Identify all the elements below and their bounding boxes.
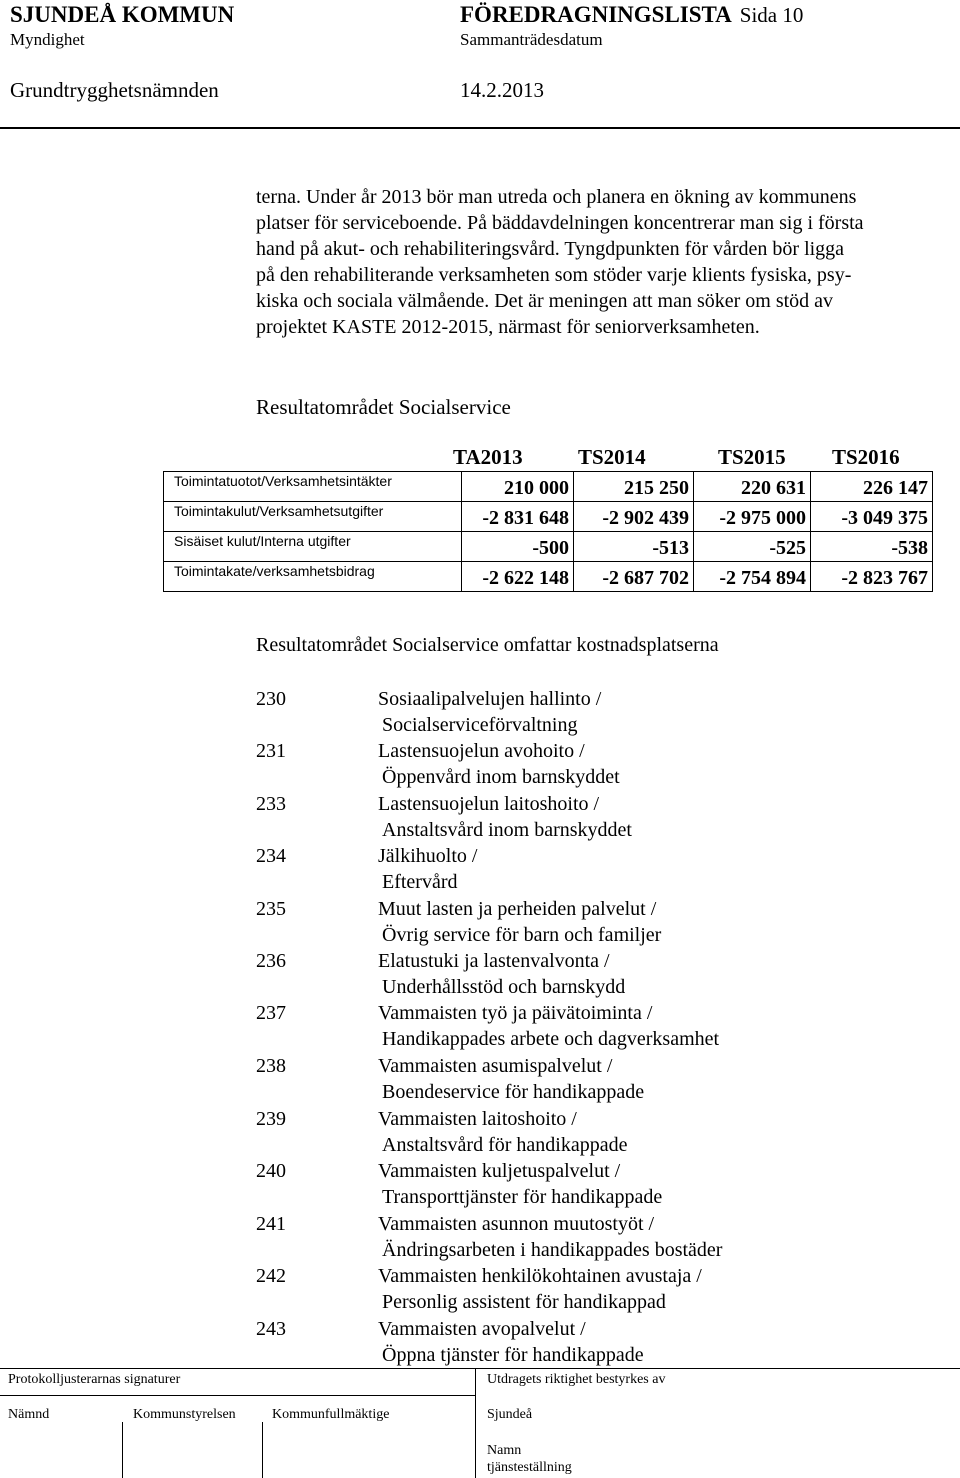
body-paragraph <box>256 184 946 340</box>
cost-centre-name-sv: Ändringsarbeten i handikappades bostäder <box>382 1239 723 1261</box>
table-cell: 210 000 <box>462 472 574 502</box>
table-cell: -513 <box>574 532 694 562</box>
list-item <box>256 1106 856 1158</box>
row-label: Toimintakulut/Verksamhetsutgifter <box>164 502 462 532</box>
table-cell: -2 823 767 <box>811 562 933 592</box>
signature-kommunstyrelsen: Kommunstyrelsen <box>133 1407 236 1422</box>
list-item <box>256 948 856 1000</box>
column-header-ts2015: TS2015 <box>718 445 786 469</box>
cost-centre-name-fi: Elatustuki ja lastenvalvonta / <box>378 950 610 972</box>
list-item <box>256 1053 856 1105</box>
cost-centre-name-fi: Vammaisten henkilökohtainen avustaja / <box>378 1265 702 1287</box>
cost-centre-code: 237 <box>256 1002 286 1024</box>
place-name: Sjundeå <box>487 1407 533 1422</box>
cost-centre-name-sv: Handikappades arbete och dagverksamhet <box>382 1028 720 1050</box>
table-cell: -2 975 000 <box>694 502 811 532</box>
list-item <box>256 1263 856 1315</box>
cost-centre-name-fi: Lastensuojelun avohoito / <box>378 740 585 762</box>
table-cell: -2 831 648 <box>462 502 574 532</box>
table-cell: -2 902 439 <box>574 502 694 532</box>
table-row <box>164 562 933 592</box>
document-title-text: FÖREDRAGNINGSLISTA <box>460 2 732 27</box>
verified-label: Utdragets riktighet bestyrkes av <box>487 1372 666 1387</box>
cost-centre-code: 230 <box>256 688 286 710</box>
cost-centre-name-fi: Vammaisten kuljetuspalvelut / <box>378 1160 621 1182</box>
list-item <box>256 791 856 843</box>
header-divider <box>0 127 960 129</box>
list-item <box>256 1158 856 1210</box>
paragraph-line: terna. Under år 2013 bör man utreda och planera en ökning av kommunens <box>256 186 857 208</box>
cost-centre-name-sv: Personlig assistent för handikappad <box>382 1291 666 1313</box>
row-label: Toimintatuotot/Verksamhetsintäkter <box>164 472 462 502</box>
cost-centre-name-sv: Socialserviceförvaltning <box>382 714 578 736</box>
cost-centre-code: 241 <box>256 1213 286 1235</box>
row-label: Sisäiset kulut/Interna utgifter <box>164 532 462 562</box>
municipality-name: SJUNDEÅ KOMMUN <box>10 2 235 27</box>
list-item <box>256 1211 856 1263</box>
signatures-label: Protokolljusterarnas signaturer <box>8 1372 181 1387</box>
cost-centre-code: 233 <box>256 793 286 815</box>
table-cell: -2 687 702 <box>574 562 694 592</box>
table-cell: -500 <box>462 532 574 562</box>
meeting-date: 14.2.2013 <box>460 78 544 102</box>
cost-centre-name-fi: Lastensuojelun laitoshoito / <box>378 793 600 815</box>
footer-divider <box>262 1422 263 1478</box>
cost-centre-name-sv: Boendeservice för handikappade <box>382 1081 645 1103</box>
paragraph-line: på den rehabiliterande verksamheten som stöder varje klients fysiska, psy- <box>256 264 852 286</box>
signature-kommunfullmäktige: Kommunfullmäktige <box>272 1407 390 1422</box>
cost-centre-code: 234 <box>256 845 286 867</box>
footer-divider <box>475 1368 476 1478</box>
list-item <box>256 1316 856 1368</box>
footer-top-rule <box>0 1368 960 1369</box>
cost-centre-code: 239 <box>256 1108 286 1130</box>
section-heading: Resultatområdet Socialservice <box>256 395 511 419</box>
paragraph-line: platser för serviceboende. På bäddavdelningen koncentrerar man sig i första <box>256 212 864 234</box>
table-cell: -3 049 375 <box>811 502 933 532</box>
list-item <box>256 738 856 790</box>
table-cell: -525 <box>694 532 811 562</box>
cost-centre-name-sv: Anstaltsvård inom barnskyddet <box>382 819 632 841</box>
table-row <box>164 532 933 562</box>
cost-centre-name-sv: Övrig service för barn och familjer <box>382 924 662 946</box>
table-cell: 215 250 <box>574 472 694 502</box>
row-label: Toimintakate/verksamhetsbidrag <box>164 562 462 592</box>
page-number: Sida 10 <box>739 3 804 27</box>
document-title <box>460 2 803 28</box>
table-cell: -538 <box>811 532 933 562</box>
cost-centre-code: 240 <box>256 1160 286 1182</box>
cost-centre-code: 238 <box>256 1055 286 1077</box>
cost-centre-name-fi: Vammaisten asumispalvelut / <box>378 1055 613 1077</box>
table-cell: -2 754 894 <box>694 562 811 592</box>
column-header-ts2016: TS2016 <box>832 445 900 469</box>
cost-centre-name-fi: Sosiaalipalvelujen hallinto / <box>378 688 602 710</box>
cost-centre-name-sv: Underhållsstöd och barnskydd <box>382 976 626 998</box>
column-header-ta2013: TA2013 <box>453 445 523 469</box>
list-item <box>256 896 856 948</box>
column-header-ts2014: TS2014 <box>578 445 646 469</box>
list-item <box>256 843 856 895</box>
footer-signatures-rule <box>0 1395 475 1396</box>
cost-centre-name-fi: Muut lasten ja perheiden palvelut / <box>378 898 657 920</box>
cost-centre-code: 243 <box>256 1318 286 1340</box>
table-cell: 220 631 <box>694 472 811 502</box>
cost-centre-name-fi: Vammaisten laitoshoito / <box>378 1108 577 1130</box>
cost-centres-intro: Resultatområdet Socialservice omfattar kostnadsplatserna <box>256 634 719 656</box>
table-row <box>164 472 933 502</box>
cost-centre-name-sv: Anstaltsvård för handikappade <box>382 1134 628 1156</box>
paragraph-line: hand på akut- och rehabiliteringsvård. Tyngdpunkten för vården bör ligga <box>256 238 845 260</box>
paragraph-line: projektet KASTE 2012-2015, närmast för seniorverksamheten. <box>256 316 760 338</box>
cost-centre-name-fi: Jälkihuolto / <box>378 845 478 867</box>
cost-centre-code: 242 <box>256 1265 286 1287</box>
cost-centre-name-sv: Öppna tjänster för handikappade <box>382 1344 644 1366</box>
table-row <box>164 502 933 532</box>
cost-centre-name-sv: Transporttjänster för handikappade <box>382 1186 663 1208</box>
cost-centre-name-sv: Eftervård <box>382 871 458 893</box>
budget-table <box>163 471 933 592</box>
signature-nämnd: Nämnd <box>8 1407 50 1422</box>
cost-centre-name-sv: Öppenvård inom barnskyddet <box>382 766 620 788</box>
position-label: tjänsteställning <box>487 1460 572 1475</box>
cost-centre-name-fi: Vammaisten asunnon muutostyöt / <box>378 1213 655 1235</box>
table-cell: -2 622 148 <box>462 562 574 592</box>
footer-divider <box>122 1422 123 1478</box>
meeting-date-label: Sammanträdesdatum <box>460 30 603 49</box>
cost-centre-name-fi: Vammaisten työ ja päivätoiminta / <box>378 1002 653 1024</box>
cost-centre-code: 235 <box>256 898 286 920</box>
list-item <box>256 686 856 738</box>
paragraph-line: kiska och sociala välmående. Det är meningen att man söker om stöd av <box>256 290 834 312</box>
cost-centre-code: 231 <box>256 740 286 762</box>
table-cell: 226 147 <box>811 472 933 502</box>
authority-name: Grundtrygghetsnämnden <box>10 78 219 102</box>
cost-centre-name-fi: Vammaisten avopalvelut / <box>378 1318 586 1340</box>
authority-label: Myndighet <box>10 30 85 49</box>
name-label: Namn <box>487 1443 522 1458</box>
list-item <box>256 1000 856 1052</box>
cost-centre-code: 236 <box>256 950 286 972</box>
